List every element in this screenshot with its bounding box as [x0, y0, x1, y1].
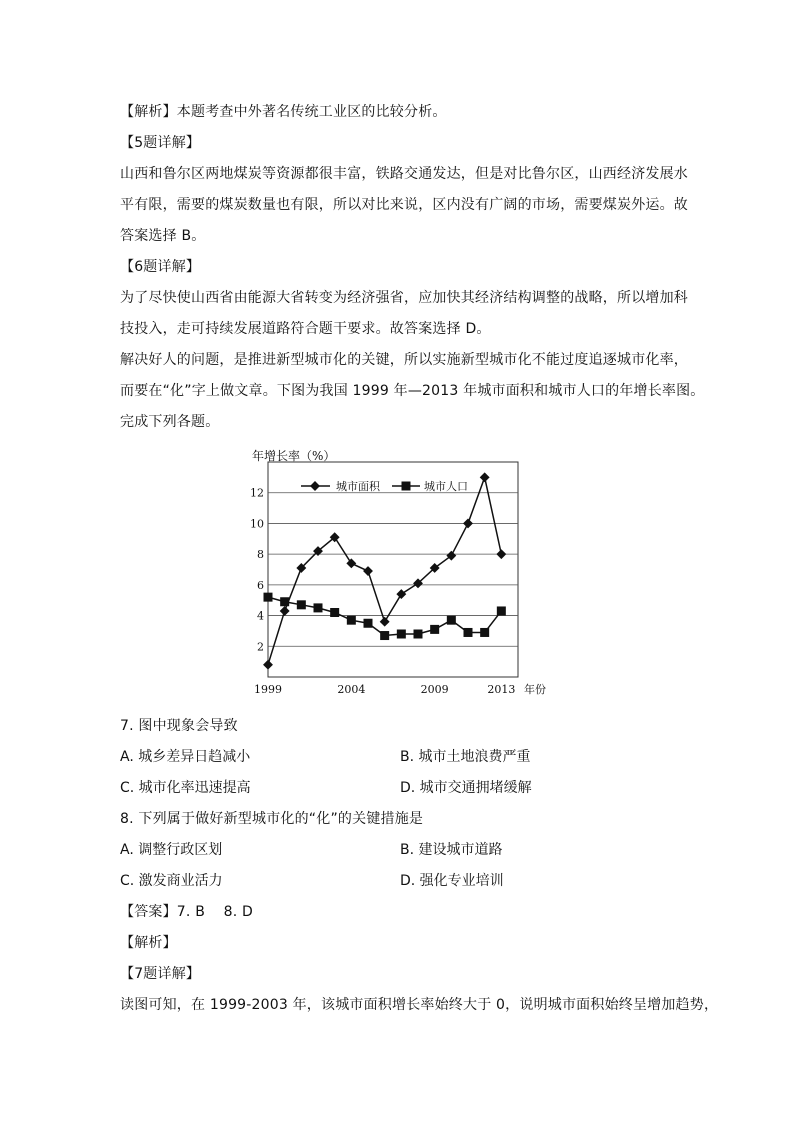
point-population-2012	[480, 628, 489, 637]
text-line-4: 平有限，需要的煤炭数量也有限，所以对比来说，区内没有广阔的市场，需要煤炭外运。故	[120, 197, 688, 213]
text-line-5: 答案选择 B。	[120, 228, 206, 244]
growth-rate-chart	[248, 440, 558, 705]
y-tick-label: 2	[257, 640, 264, 654]
point-area-2005	[363, 566, 373, 576]
point-area-1999	[263, 660, 273, 670]
text-line-6: 【6题详解】	[120, 259, 201, 275]
legend-label-population: 城市人口	[424, 480, 468, 493]
point-area-2013	[496, 549, 506, 559]
legend-marker-square	[402, 482, 411, 491]
series-group	[263, 472, 506, 669]
point-population-2010	[447, 616, 456, 625]
point-population-2009	[430, 625, 439, 634]
question-7-stem: 7. 图中现象会导致	[120, 718, 238, 734]
question-7-option-a: A. 城乡差异日趋减小	[120, 749, 251, 765]
point-area-2012	[480, 472, 490, 482]
x-tick-label: 2009	[420, 683, 449, 696]
y-tick-labels	[250, 487, 264, 654]
x-tick-label: 2013	[487, 683, 516, 696]
question-8-option-b: B. 建设城市道路	[400, 842, 503, 858]
point-population-2008	[414, 630, 423, 639]
text-line-11: 完成下列各题。	[120, 414, 220, 430]
x-tick-label: 1999	[254, 683, 282, 696]
text-line-3: 山西和鲁尔区两地煤炭等资源都很丰富，铁路交通发达，但是对比鲁尔区，山西经济发展水	[120, 166, 688, 182]
y-axis-label: 年增长率（%）	[252, 449, 336, 463]
text-line-1: 【解析】本题考查中外著名传统工业区的比较分析。	[120, 104, 447, 120]
text-line-8: 技投入，走可持续发展道路符合题干要求。故答案选择 D。	[120, 321, 491, 337]
point-population-2001	[297, 600, 306, 609]
y-tick-label: 10	[250, 517, 264, 531]
answer-line: 【答案】7. B 8. D	[120, 904, 254, 920]
x-tick-labels	[254, 683, 515, 696]
y-tick-label: 8	[257, 548, 264, 562]
detail-7-text: 读图可知，在 1999-2003 年，该城市面积增长率始终大于 0，说明城市面积始终呈增加趋势，	[120, 997, 719, 1013]
y-tick-label: 4	[257, 609, 264, 623]
x-tick-label: 2004	[337, 683, 366, 696]
point-population-2000	[280, 597, 289, 606]
point-population-2004	[347, 616, 356, 625]
point-population-2005	[364, 619, 373, 628]
x-axis-label: 年份	[524, 683, 546, 696]
point-area-2006	[380, 617, 390, 627]
point-area-2007	[396, 589, 406, 599]
question-8-option-a: A. 调整行政区划	[120, 842, 223, 858]
point-population-2013	[497, 606, 506, 615]
point-area-2004	[346, 558, 356, 568]
text-line-7: 为了尽快使山西省由能源大省转变为经济强省，应加快其经济结构调整的战略，所以增加科	[120, 290, 688, 306]
text-line-10: 而要在“化”字上做文章。下图为我国 1999 年—2013 年城市面积和城市人口的年增长率图。	[120, 383, 705, 399]
question-8-option-c: C. 激发商业活力	[120, 873, 223, 889]
point-population-2011	[464, 628, 473, 637]
question-8-option-d: D. 强化专业培训	[400, 873, 504, 889]
point-population-2003	[330, 608, 339, 617]
question-7-option-b: B. 城市土地浪费严重	[400, 749, 531, 765]
text-line-9: 解决好人的问题，是推进新型城市化的关键，所以实施新型城市化不能过度追逐城市化率，	[120, 352, 688, 368]
y-tick-label: 6	[257, 578, 264, 592]
question-8-stem: 8. 下列属于做好新型城市化的“化”的关键措施是	[120, 811, 424, 827]
question-7-option-c: C. 城市化率迅速提高	[120, 780, 251, 796]
text-line-2: 【5题详解】	[120, 135, 201, 151]
legend-label-area: 城市面积	[336, 480, 380, 493]
plot-frame	[268, 462, 518, 677]
point-population-2007	[397, 630, 406, 639]
point-area-2011	[463, 518, 473, 528]
point-population-1999	[264, 593, 273, 602]
question-7-option-d: D. 城市交通拥堵缓解	[400, 780, 532, 796]
gridlines	[268, 493, 518, 647]
point-population-2006	[380, 631, 389, 640]
detail-7-heading: 【7题详解】	[120, 966, 201, 982]
point-area-2000	[280, 606, 290, 616]
legend	[301, 479, 468, 493]
point-population-2002	[314, 603, 323, 612]
legend-marker-diamond	[310, 481, 320, 491]
analysis-heading: 【解析】	[120, 935, 177, 951]
y-tick-label: 12	[250, 486, 264, 500]
